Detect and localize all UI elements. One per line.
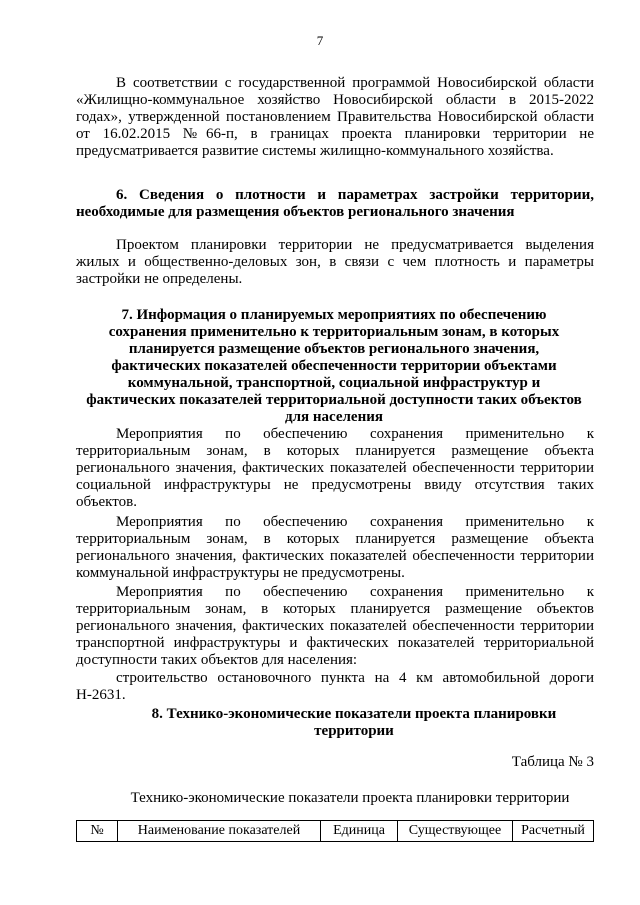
- section-7-paragraph-3: Мероприятия по обеспечению сохранения применительно к территориальным зонам, в которых планируется размещение объектов регионального значения, фактических показателей обеспеченности территории транспортной инфраструктуры и фактических показателей территориальной доступности таких объектов для населения:: [76, 584, 594, 668]
- page-number: 7: [316, 33, 324, 48]
- section-6-paragraph: Проектом планировки территории не предусматривается выделения жилых и общественно-деловых зон, в связи с чем плотность и параметры застройки не определены.: [76, 237, 594, 287]
- section-8-heading: 8. Технико-экономические показатели проекта планировки территории: [151, 706, 557, 739]
- header-unit: Единица: [321, 821, 398, 842]
- section-7-paragraph-4: строительство остановочного пункта на 4 км автомобильной дороги Н-2631.: [76, 670, 594, 703]
- table-label: Таблица № 3: [511, 754, 594, 770]
- section-6-heading: 6. Сведения о плотности и параметрах застройки территории, необходимые для размещения объектов регионального значения: [76, 187, 594, 220]
- header-indicator-name: Наименование показателей: [118, 821, 321, 842]
- table-header-row: [77, 821, 594, 842]
- section-7-heading: 7. Информация о планируемых мероприятиях по обеспечению сохранения применительно к территориальным зонам, в которых планируется размещение объектов регионального значения, фактических показателей обеспеченности территории объектами коммунальной, транспортной, социальной инфраструктур и фактических показателей территориальной доступности таких объектов для населения: [86, 307, 582, 425]
- intro-paragraph: В соответствии с государственной программой Новосибирской области «Жилищно-коммунальное хозяйство Новосибирской области в 2015-2022 годах», утвержденной постановлением Правительства Новосибирской области от 16.02.2015 №66-п, в границах проекта планировки территории не предусматривается развитие системы жилищно-коммунального хозяйства.: [76, 75, 594, 159]
- header-calculated: Расчетный: [513, 821, 594, 842]
- header-existing: Существующее: [398, 821, 513, 842]
- section-7-paragraph-2: Мероприятия по обеспечению сохранения применительно к территориальным зонам, в которых планируется размещение объекта регионального значения, фактических показателей обеспеченности территории коммунальной инфраструктуры не предусмотрены.: [76, 514, 594, 581]
- indicators-table: [76, 820, 594, 842]
- header-number: №: [77, 821, 118, 842]
- table-caption: Технико-экономические показатели проекта планировки территории: [130, 790, 570, 806]
- section-7-paragraph-1: Мероприятия по обеспечению сохранения применительно к территориальным зонам, в которых планируется размещение объекта регионального значения, фактических показателей обеспеченности территории социальной инфраструктуры не предусмотрены ввиду отсутствия таких объектов.: [76, 426, 594, 510]
